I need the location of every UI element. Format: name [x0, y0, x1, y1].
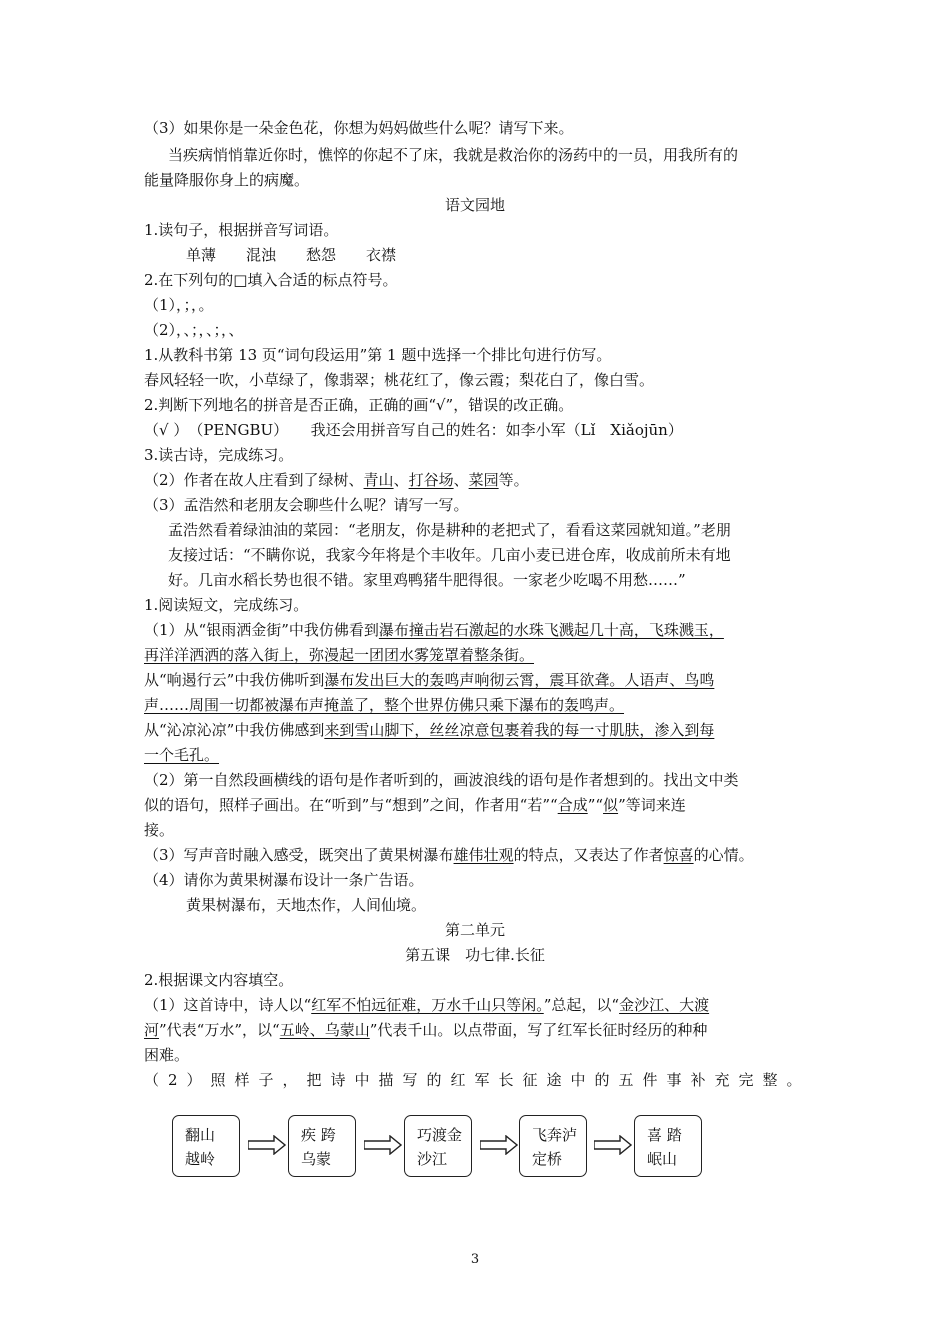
text-line: 友接过话：“不瞒你说，我家今年将是个丰收年。几亩小麦已进仓库，收成前所未有地: [168, 546, 731, 564]
text-line: （3）孟浩然和老朋友会聊些什么呢？请写一写。: [144, 496, 469, 514]
text-line: 2.在下列句的□填入合适的标点符号。: [144, 271, 398, 289]
text-line: 困难。: [144, 1046, 190, 1064]
flow-box-text: 沙江: [417, 1150, 448, 1168]
text-line: （2）照样子，把诗中描写的红军长征途中的五件事补充完整。: [144, 1071, 811, 1089]
text-line: 单薄 混浊 愁怨 衣襟: [186, 246, 397, 264]
text-span: 等。: [498, 471, 529, 489]
answer-underline: 来到雪山脚下，丝丝凉意包裹着我的每一寸肌肤，渗入到每: [324, 721, 715, 739]
answer-underline: 雄伟壮观: [453, 846, 514, 864]
page-number: 3: [470, 1252, 480, 1267]
text-span: ”总起，以“: [543, 996, 620, 1014]
answer-underline: 河: [144, 1021, 160, 1039]
text-line: （2），、；，、；，、: [144, 321, 244, 339]
text-line: （2）第一自然段画横线的语句是作者听到的，画波浪线的语句是作者想到的。找出文中类: [144, 771, 739, 789]
answer-underline: 金沙江、大渡: [619, 996, 710, 1014]
arrow-right-icon: [480, 1135, 518, 1155]
text-line: 黄果树瀑布，天地杰作，人间仙境。: [186, 896, 427, 914]
text-span: 、: [453, 471, 469, 489]
text-line: [144, 620, 724, 640]
text-span: 、: [393, 471, 409, 489]
text-line: （4）请你为黄果树瀑布设计一条广告语。: [144, 871, 424, 889]
text-line: [144, 995, 709, 1015]
section-heading: 语文园地: [444, 196, 505, 214]
text-line: [144, 745, 219, 765]
flow-box-text: 巧渡金: [417, 1126, 463, 1144]
text-line: 1.阅读短文，完成练习。: [144, 596, 309, 614]
flow-box-text: 乌蒙: [301, 1150, 332, 1168]
text-line: 当疾病悄悄靠近你时，憔悴的你起不了床，我就是救治你的汤药中的一员，用我所有的: [168, 146, 739, 164]
text-line: 接。: [144, 821, 175, 839]
flow-box-text: 定桥: [532, 1150, 563, 1168]
text-line: 2.根据课文内容填空。: [144, 971, 294, 989]
text-span: 似的语句，照样子画出。在“听到”与“想到”之间，作者用“若”“: [144, 796, 558, 814]
text-line: （1），；，。: [144, 296, 214, 314]
flow-box: [288, 1115, 356, 1177]
text-line: （√ ） （PENGBU） 我还会用拼音写自己的姓名：如李小军（Lǐ Xiǎojūn）: [144, 421, 683, 439]
unit-heading: 第二单元: [444, 921, 505, 939]
flow-box-text: 疾 跨: [301, 1126, 336, 1144]
text-span: ”代表千山。以点带面，写了红军长征时经历的种种: [369, 1021, 708, 1039]
lesson-heading: 第五课 功七律.长征: [405, 946, 545, 964]
flow-box: [172, 1115, 240, 1177]
text-span: 从“响遏行云”中我仿佛听到: [144, 671, 325, 689]
answer-underline: 红军不怕远征难，万水千山只等闲。: [311, 996, 544, 1014]
text-line: 春风轻轻一吹，小草绿了，像翡翠；桃花红了，像云霞；梨花白了，像白雪。: [144, 371, 655, 389]
text-line: 能量降服你身上的病魔。: [144, 171, 310, 189]
flow-box: [404, 1115, 472, 1177]
text-line: [144, 470, 529, 490]
text-line: [144, 645, 534, 665]
answer-underline: 青山: [363, 471, 394, 489]
text-span: 的特点，又表达了作者: [513, 846, 664, 864]
flow-box-text: 喜 踏: [647, 1126, 682, 1144]
text-span: （1）这首诗中，诗人以“: [144, 996, 312, 1014]
text-line: 好。几亩水稻长势也很不错。家里鸡鸭猪牛肥得很。一家老少吃喝不用愁……”: [168, 571, 686, 589]
text-span: （2）作者在故人庄看到了绿树、: [144, 471, 364, 489]
text-line: [144, 670, 714, 690]
text-line: [144, 695, 624, 715]
answer-underline: 合成: [557, 796, 588, 814]
text-line: （3）如果你是一朵金色花，你想为妈妈做些什么呢？请写下来。: [144, 119, 574, 137]
text-span: ”等词来连: [618, 796, 686, 814]
text-span: （1）从“银雨洒金街”中我仿佛看到: [144, 621, 379, 639]
flow-box-text: 翻山: [185, 1126, 216, 1144]
answer-underline: 惊喜: [663, 846, 694, 864]
text-line: 孟浩然看着绿油油的菜园：“老朋友，你是耕种的老把式了，看看这菜园就知道。”老朋: [168, 521, 731, 539]
text-line: 2.判断下列地名的拼音是否正确，正确的画“√”，错误的改正确。: [144, 396, 574, 414]
text-line: 3.读古诗，完成练习。: [144, 446, 294, 464]
answer-underline: 一个毛孔。: [144, 746, 220, 764]
text-span: 的心情。: [693, 846, 754, 864]
answer-underline: 声……周围一切都被瀑布声掩盖了，整个世界仿佛只乘下瀑布的轰鸣声。: [144, 696, 625, 714]
answer-underline: 菜园: [468, 471, 499, 489]
flow-box-text: 越岭: [185, 1150, 216, 1168]
answer-underline: 五岭、乌蒙山: [279, 1021, 370, 1039]
text-span: ”代表“万水”，以“: [159, 1021, 280, 1039]
text-span: （3）写声音时融入感受，既突出了黄果树瀑布: [144, 846, 454, 864]
arrow-right-icon: [594, 1135, 632, 1155]
flow-box-text: 岷山: [647, 1150, 678, 1168]
text-line: [144, 795, 686, 815]
answer-underline: 似: [603, 796, 619, 814]
flow-diagram: [172, 1115, 712, 1181]
text-line: [144, 1020, 707, 1040]
answer-underline: 再洋洋洒洒的落入街上，弥漫起一团团水雾笼罩着整条街。: [144, 646, 535, 664]
answer-underline: 瀑布发出巨大的轰鸣声响彻云霄，震耳欲聋。人语声、鸟鸣: [324, 671, 715, 689]
flow-box-text: 飞奔泸: [532, 1126, 578, 1144]
text-span: 从“沁凉沁凉”中我仿佛感到: [144, 721, 325, 739]
text-line: 1.读句子，根据拼音写词语。: [144, 221, 339, 239]
flow-box: [519, 1115, 587, 1177]
text-span: ”“: [587, 796, 604, 814]
answer-underline: 瀑布撞击岩石激起的水珠飞溅起几十高，飞珠溅玉，: [378, 621, 724, 639]
arrow-right-icon: [364, 1135, 402, 1155]
text-line: [144, 845, 754, 865]
arrow-right-icon: [248, 1135, 286, 1155]
answer-underline: 打谷场: [408, 471, 454, 489]
text-line: 1.从教科书第 13 页“词句段运用”第 1 题中选择一个排比句进行仿写。: [144, 346, 612, 364]
text-line: [144, 720, 714, 740]
flow-box: [634, 1115, 702, 1177]
